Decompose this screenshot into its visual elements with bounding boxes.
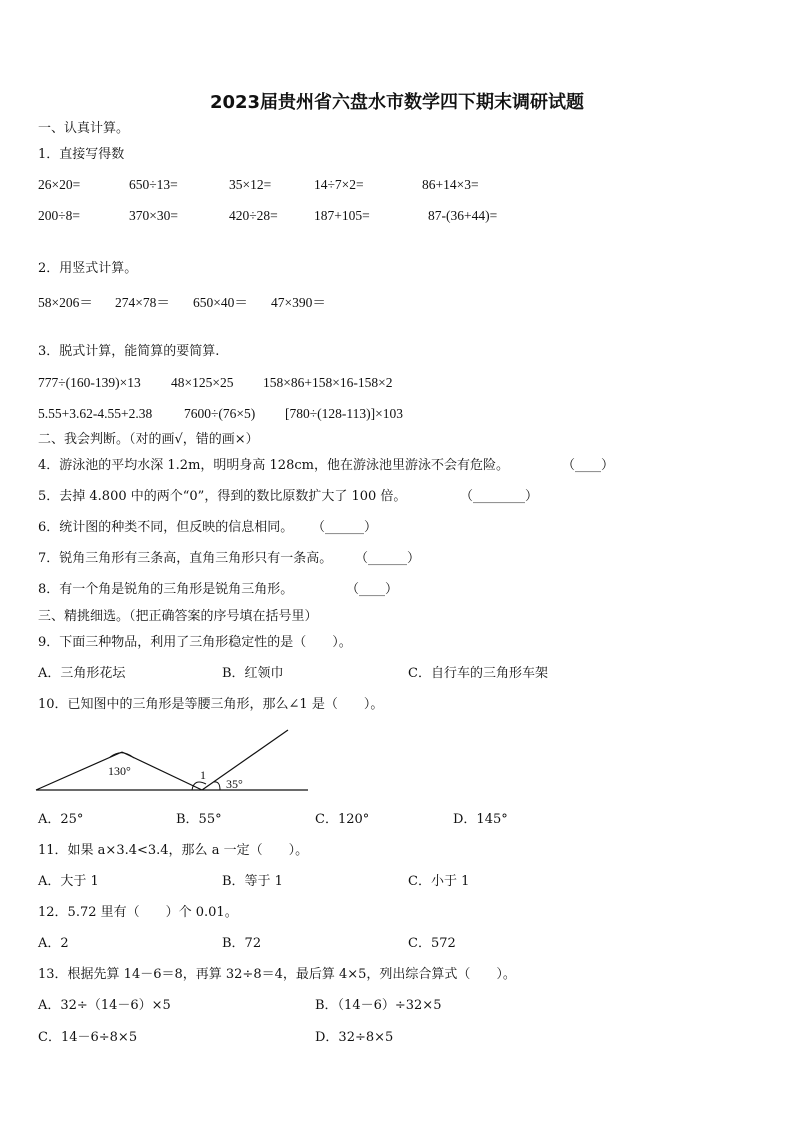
q10-stem: 10．已知图中的三角形是等腰三角形，那么∠1 是（ ）。 xyxy=(38,697,384,712)
q1-item: 187+105= xyxy=(314,208,370,223)
section-2-heading: 二、我会判断。（对的画√，错的画×） xyxy=(38,432,259,447)
ray-line xyxy=(202,730,288,790)
q10-option-a[interactable]: A．25° xyxy=(38,812,84,827)
q2-item: 58×206＝ xyxy=(38,295,93,310)
angle-1-label: 1 xyxy=(200,768,206,782)
angle-35-arc xyxy=(214,782,220,790)
q3-item: 7600÷(76×5) xyxy=(184,406,256,421)
answer-blank[interactable]: （____） xyxy=(562,458,615,473)
q12-option-b[interactable]: B．72 xyxy=(222,936,262,951)
side-angle-label: 35° xyxy=(226,777,243,791)
q1-item: 650÷13= xyxy=(129,177,178,192)
q1-item: 200÷8= xyxy=(38,208,81,223)
q1-item: 86+14×3= xyxy=(422,177,479,192)
q9-stem: 9．下面三种物品，利用了三角形稳定性的是（ ）。 xyxy=(38,635,352,650)
q11-option-a[interactable]: A．大于 1 xyxy=(38,874,99,889)
q13-option-a[interactable]: A．32÷（14－6）×5 xyxy=(38,998,171,1013)
answer-blank[interactable]: （________） xyxy=(460,489,539,504)
judge-question-5: 5．去掉 4.800 中的两个“0”，得到的数比原数扩大了 100 倍。 xyxy=(38,489,407,504)
q9-option-a[interactable]: A．三角形花坛 xyxy=(38,666,126,681)
section-3-heading: 三、精挑细选。（把正确答案的序号填在括号里） xyxy=(38,609,318,624)
q3-item: [780÷(128-113)]×103 xyxy=(285,406,403,421)
q12-option-a[interactable]: A．2 xyxy=(38,936,69,951)
q1-item: 370×30= xyxy=(129,208,178,223)
q13-stem: 13．根据先算 14－6＝8，再算 32÷8＝4，最后算 4×5，列出综合算式（ ）。 xyxy=(38,967,516,982)
judge-question-8: 8．有一个角是锐角的三角形是锐角三角形。 xyxy=(38,582,294,597)
q2-item: 650×40＝ xyxy=(193,295,248,310)
answer-blank[interactable]: （____） xyxy=(346,582,399,597)
q13-option-c[interactable]: C．14－6÷8×5 xyxy=(38,1030,138,1045)
q12-stem: 12．5.72 里有（ ）个 0.01。 xyxy=(38,905,238,920)
answer-blank[interactable]: （______） xyxy=(355,551,421,566)
q1-item: 420÷28= xyxy=(229,208,278,223)
q1-item: 14÷7×2= xyxy=(314,177,364,192)
page-title: 2023届贵州省六盘水市数学四下期末调研试题 xyxy=(209,92,585,113)
judge-question-7: 7．锐角三角形有三条高，直角三角形只有一条高。 xyxy=(38,551,333,566)
q10-option-c[interactable]: C．120° xyxy=(315,812,370,827)
judge-question-4: 4．游泳池的平均水深 1.2m，明明身高 128cm，他在游泳池里游泳不会有危险。 xyxy=(38,458,509,473)
q3-item: 777÷(160-139)×13 xyxy=(38,375,141,390)
q3-label: 3．脱式计算，能简算的要简算. xyxy=(38,344,220,359)
q3-item: 48×125×25 xyxy=(171,375,234,390)
answer-blank[interactable]: （______） xyxy=(312,520,378,535)
q9-option-b[interactable]: B．红领巾 xyxy=(222,666,284,681)
q2-item: 274×78＝ xyxy=(115,295,170,310)
q9-option-c[interactable]: C．自行车的三角形车架 xyxy=(408,666,548,681)
q1-item: 87-(36+44)= xyxy=(428,208,498,223)
q3-item: 158×86+158×16-158×2 xyxy=(263,375,393,390)
q12-option-c[interactable]: C．572 xyxy=(408,936,456,951)
q11-stem: 11．如果 a×3.4<3.4，那么 a 一定（ ）。 xyxy=(38,843,309,858)
q11-option-c[interactable]: C．小于 1 xyxy=(408,874,470,889)
q10-option-d[interactable]: D．145° xyxy=(453,812,508,827)
q13-option-d[interactable]: D．32÷8×5 xyxy=(315,1030,394,1045)
q1-item: 26×20= xyxy=(38,177,81,192)
q13-option-b[interactable]: B．（14－6）÷32×5 xyxy=(315,998,442,1013)
judge-question-6: 6．统计图的种类不同，但反映的信息相同。 xyxy=(38,520,294,535)
section-1-heading: 一、认真计算。 xyxy=(38,121,130,136)
q1-item: 35×12= xyxy=(229,177,272,192)
q3-item: 5.55+3.62-4.55+2.38 xyxy=(38,406,153,421)
q2-label: 2．用竖式计算。 xyxy=(38,261,138,276)
q11-option-b[interactable]: B．等于 1 xyxy=(222,874,283,889)
q10-figure xyxy=(34,726,314,796)
q10-option-b[interactable]: B．55° xyxy=(176,812,222,827)
q1-label: 1．直接写得数 xyxy=(38,147,125,162)
apex-angle-label: 130° xyxy=(108,764,131,778)
q2-item: 47×390＝ xyxy=(271,295,326,310)
